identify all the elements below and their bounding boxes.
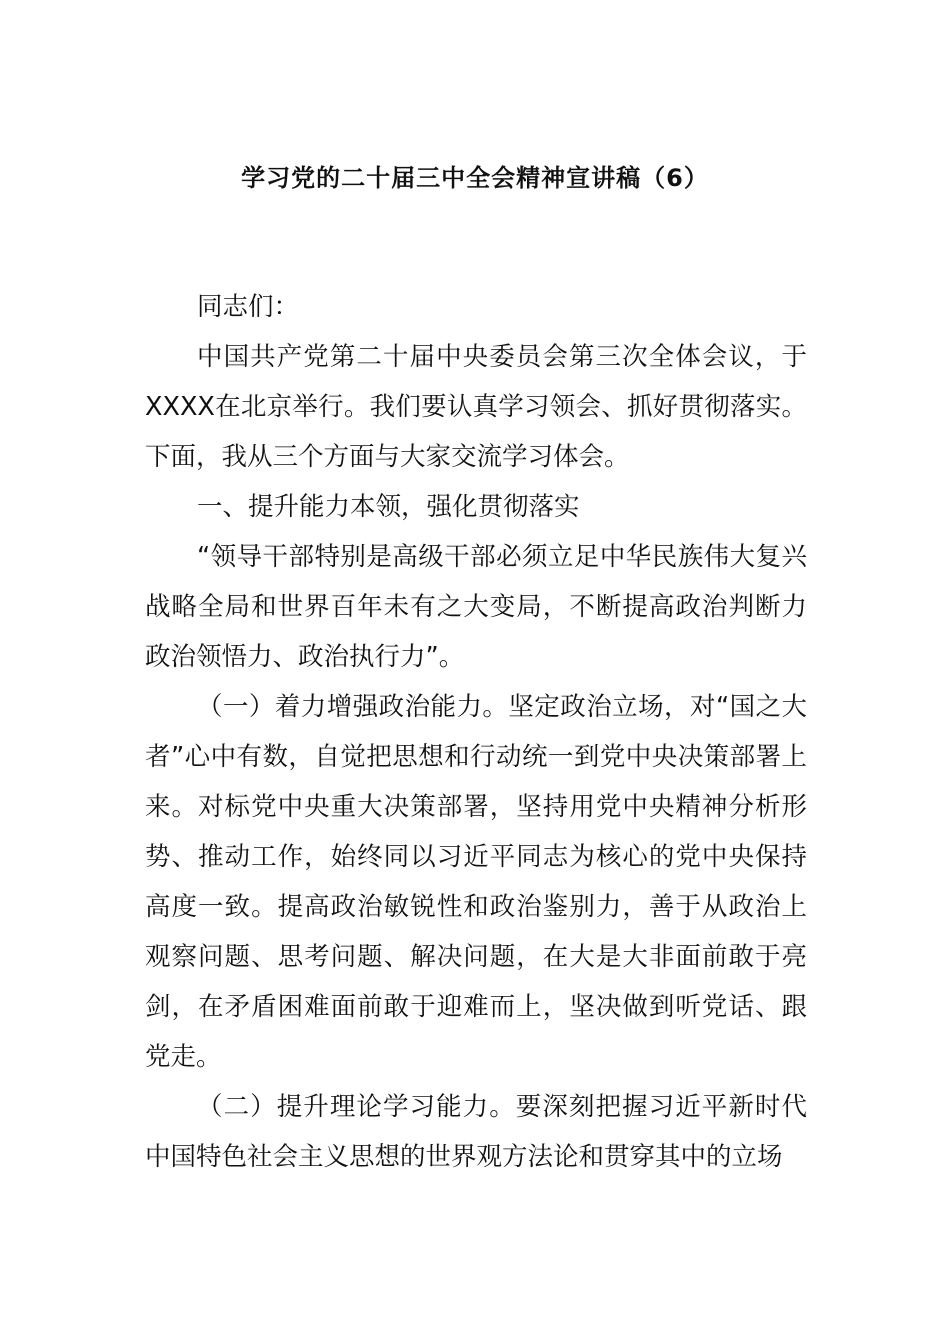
intro-paragraph: 中国共产党第二十届中央委员会第三次全体会议，于XXXX在北京举行。我们要认真学习领会、抓好贯彻落实。下面，我从三个方面与大家交流学习体会。 [145, 342, 807, 472]
subsection-2-paragraph: （二）提升理论学习能力。要深刻把握习近平新时代中国特色社会主义思想的世界观方法论和贯穿其中的立场 [145, 1092, 807, 1172]
quote-paragraph: “领导干部特别是高级干部必须立足中华民族伟大复兴战略全局和世界百年未有之大变局，不断提高政治判断力政治领悟力、政治执行力”。 [145, 542, 807, 672]
document-title: 学习党的二十届三中全会精神宣讲稿（6） [241, 164, 709, 192]
document-body [145, 282, 807, 1182]
section-heading-1: 一、提升能力本领，强化贯彻落实 [197, 492, 580, 522]
subsection-1-paragraph: （一）着力增强政治能力。坚定政治立场，对“国之大者”心中有数，自觉把思想和行动统一到党中央决策部署上来。对标党中央重大决策部署，坚持用党中央精神分析形势、推动工作，始终同以习近平同志为核心的党中央保持高度一致。提高政治敏锐性和政治鉴别力，善于从政治上观察问题、思考问题、解决问题，在大是大非面前敢于亮剑，在矛盾困难面前敢于迎难而上，坚决做到听党话、跟党走。 [145, 692, 807, 1072]
salutation: 同志们： [197, 292, 300, 322]
